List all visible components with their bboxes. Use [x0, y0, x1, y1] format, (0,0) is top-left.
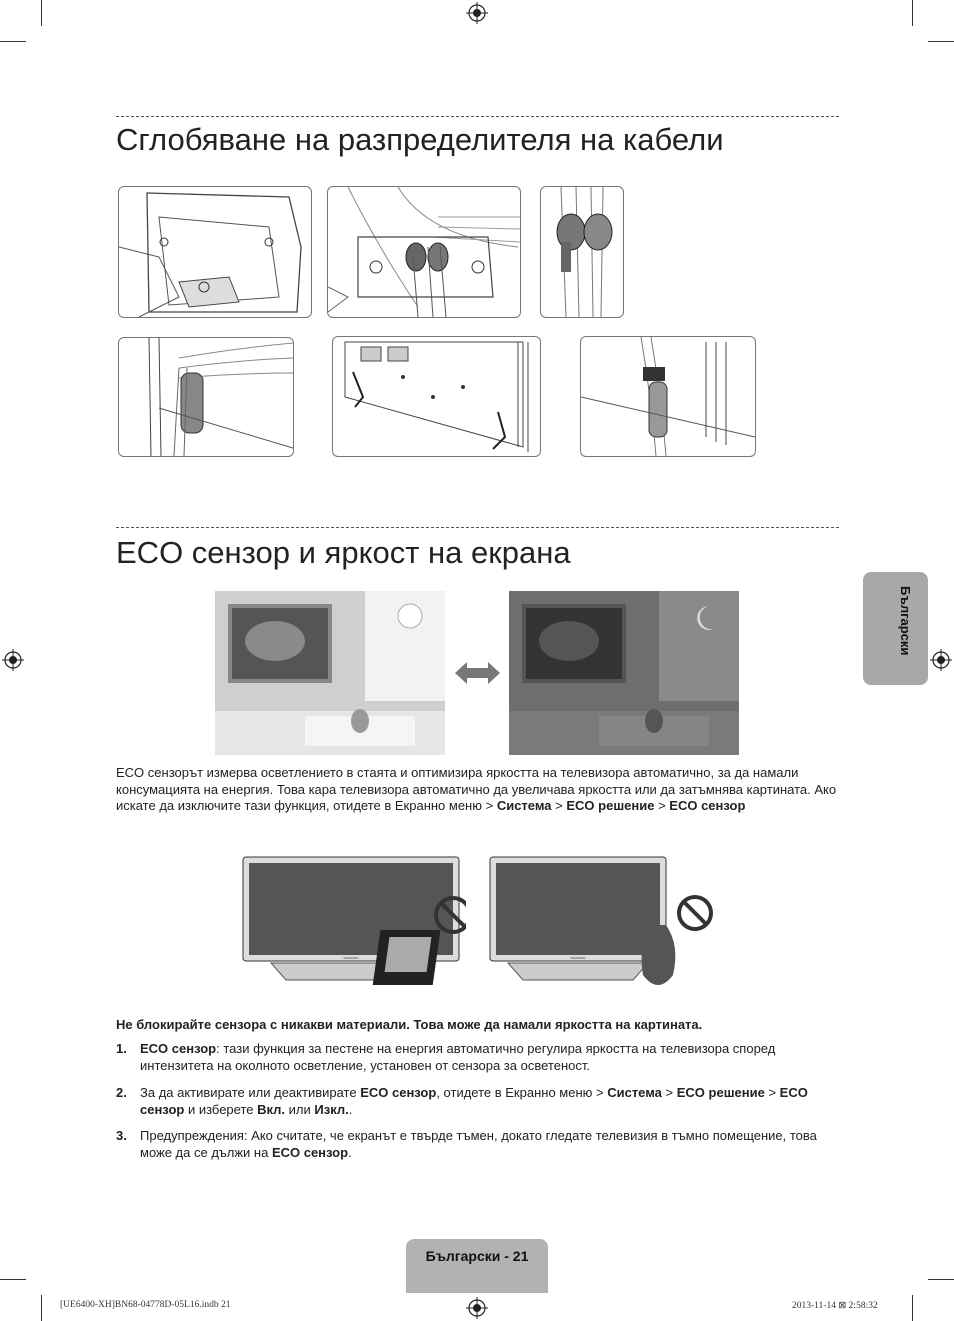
cable-holder-illustration-1	[118, 186, 312, 318]
crop-mark	[0, 41, 26, 42]
crop-mark	[0, 1279, 26, 1280]
crop-mark	[41, 0, 42, 26]
eco-sensor-description: ECO сензорът измерва осветлението в стаята и оптимизира яркостта на телевизора автоматично, за да намали консумацията на енергия. Това кара телевизора автоматично да увеличава яркостта или да затъмнява картината. Ако искате да изключите тази функция, отидете в Екранно меню > Система > ECO решение > ECO сензор	[116, 765, 837, 813]
crop-mark	[41, 1295, 42, 1321]
tv-brand-label: SAMSUNG	[570, 956, 586, 960]
tv-with-vase-illustration	[488, 855, 713, 1000]
section-divider	[116, 527, 839, 528]
print-timestamp: 2013-11-14 ⊠ 2:58:32	[792, 1301, 878, 1311]
cable-holder-illustration-3	[540, 186, 624, 318]
crop-mark	[928, 41, 954, 42]
section-title-cable-holder: Сглобяване на разпределителя на кабели	[116, 122, 724, 157]
registration-mark-icon	[2, 649, 24, 671]
registration-mark-icon	[930, 649, 952, 671]
language-side-tab: Български	[863, 572, 928, 685]
tv-brand-label: SAMSUNG	[343, 956, 359, 960]
cable-holder-illustration-2	[327, 186, 521, 318]
crop-mark	[928, 1279, 954, 1280]
bright-room-image	[215, 591, 445, 755]
registration-mark-icon	[466, 1297, 488, 1319]
section-title-eco-sensor: ECO сензор и яркост на екрана	[116, 535, 571, 570]
sensor-warning: Не блокирайте сензора с никакви материали. Това може да намали яркостта на картината.	[116, 1017, 703, 1032]
cable-holder-illustration-4	[118, 337, 294, 457]
dark-room-image	[509, 591, 739, 755]
cable-holder-illustration-6	[580, 336, 756, 457]
page-number-tab: Български - 21	[406, 1239, 548, 1293]
registration-mark-icon	[466, 2, 488, 24]
crop-mark	[912, 0, 913, 26]
double-arrow-icon	[455, 660, 500, 686]
cable-holder-illustration-5	[332, 336, 541, 457]
tv-with-frame-illustration	[241, 855, 466, 1000]
print-file-info: [UE6400-XH]BN68-04778D-05L16.indb 21	[60, 1300, 231, 1310]
crop-mark	[912, 1295, 913, 1321]
section-divider	[116, 116, 839, 117]
